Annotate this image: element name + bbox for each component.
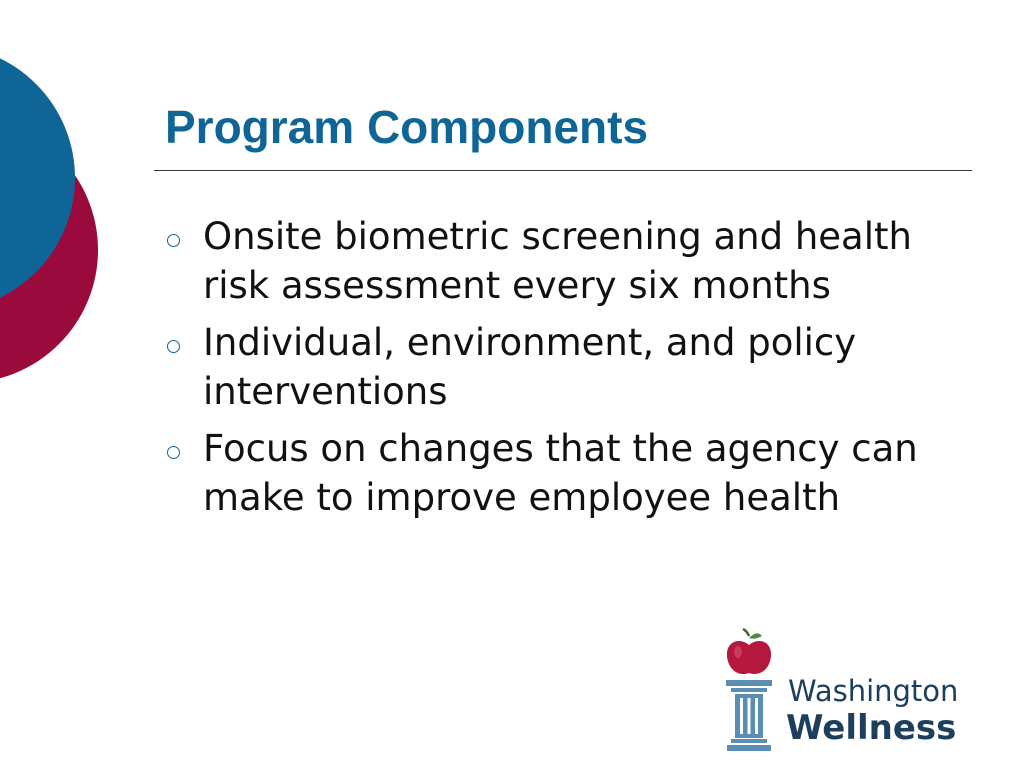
logo-text-wellness: Wellness — [786, 708, 957, 748]
bullet-text: Focus on changes that the agency can make to improve employee health — [203, 427, 918, 519]
hollow-circle-bullet-icon — [167, 234, 180, 247]
logo-text-washington: Washington — [788, 674, 959, 708]
slide-title: Program Components — [165, 101, 649, 153]
bullet-text: Onsite biometric screening and health risk assessment every six months — [203, 215, 912, 307]
bullet-item — [165, 318, 965, 416]
title-divider — [154, 170, 972, 171]
hollow-circle-bullet-icon — [167, 340, 180, 353]
bullet-item — [165, 212, 965, 310]
decorative-circles — [0, 0, 120, 420]
bullet-list — [165, 212, 965, 530]
hollow-circle-bullet-icon — [167, 446, 180, 459]
bullet-item — [165, 424, 965, 522]
bullet-text: Individual, environment, and policy interventions — [203, 321, 857, 413]
washington-wellness-logo — [722, 628, 982, 756]
apple-column-icon — [722, 628, 778, 752]
